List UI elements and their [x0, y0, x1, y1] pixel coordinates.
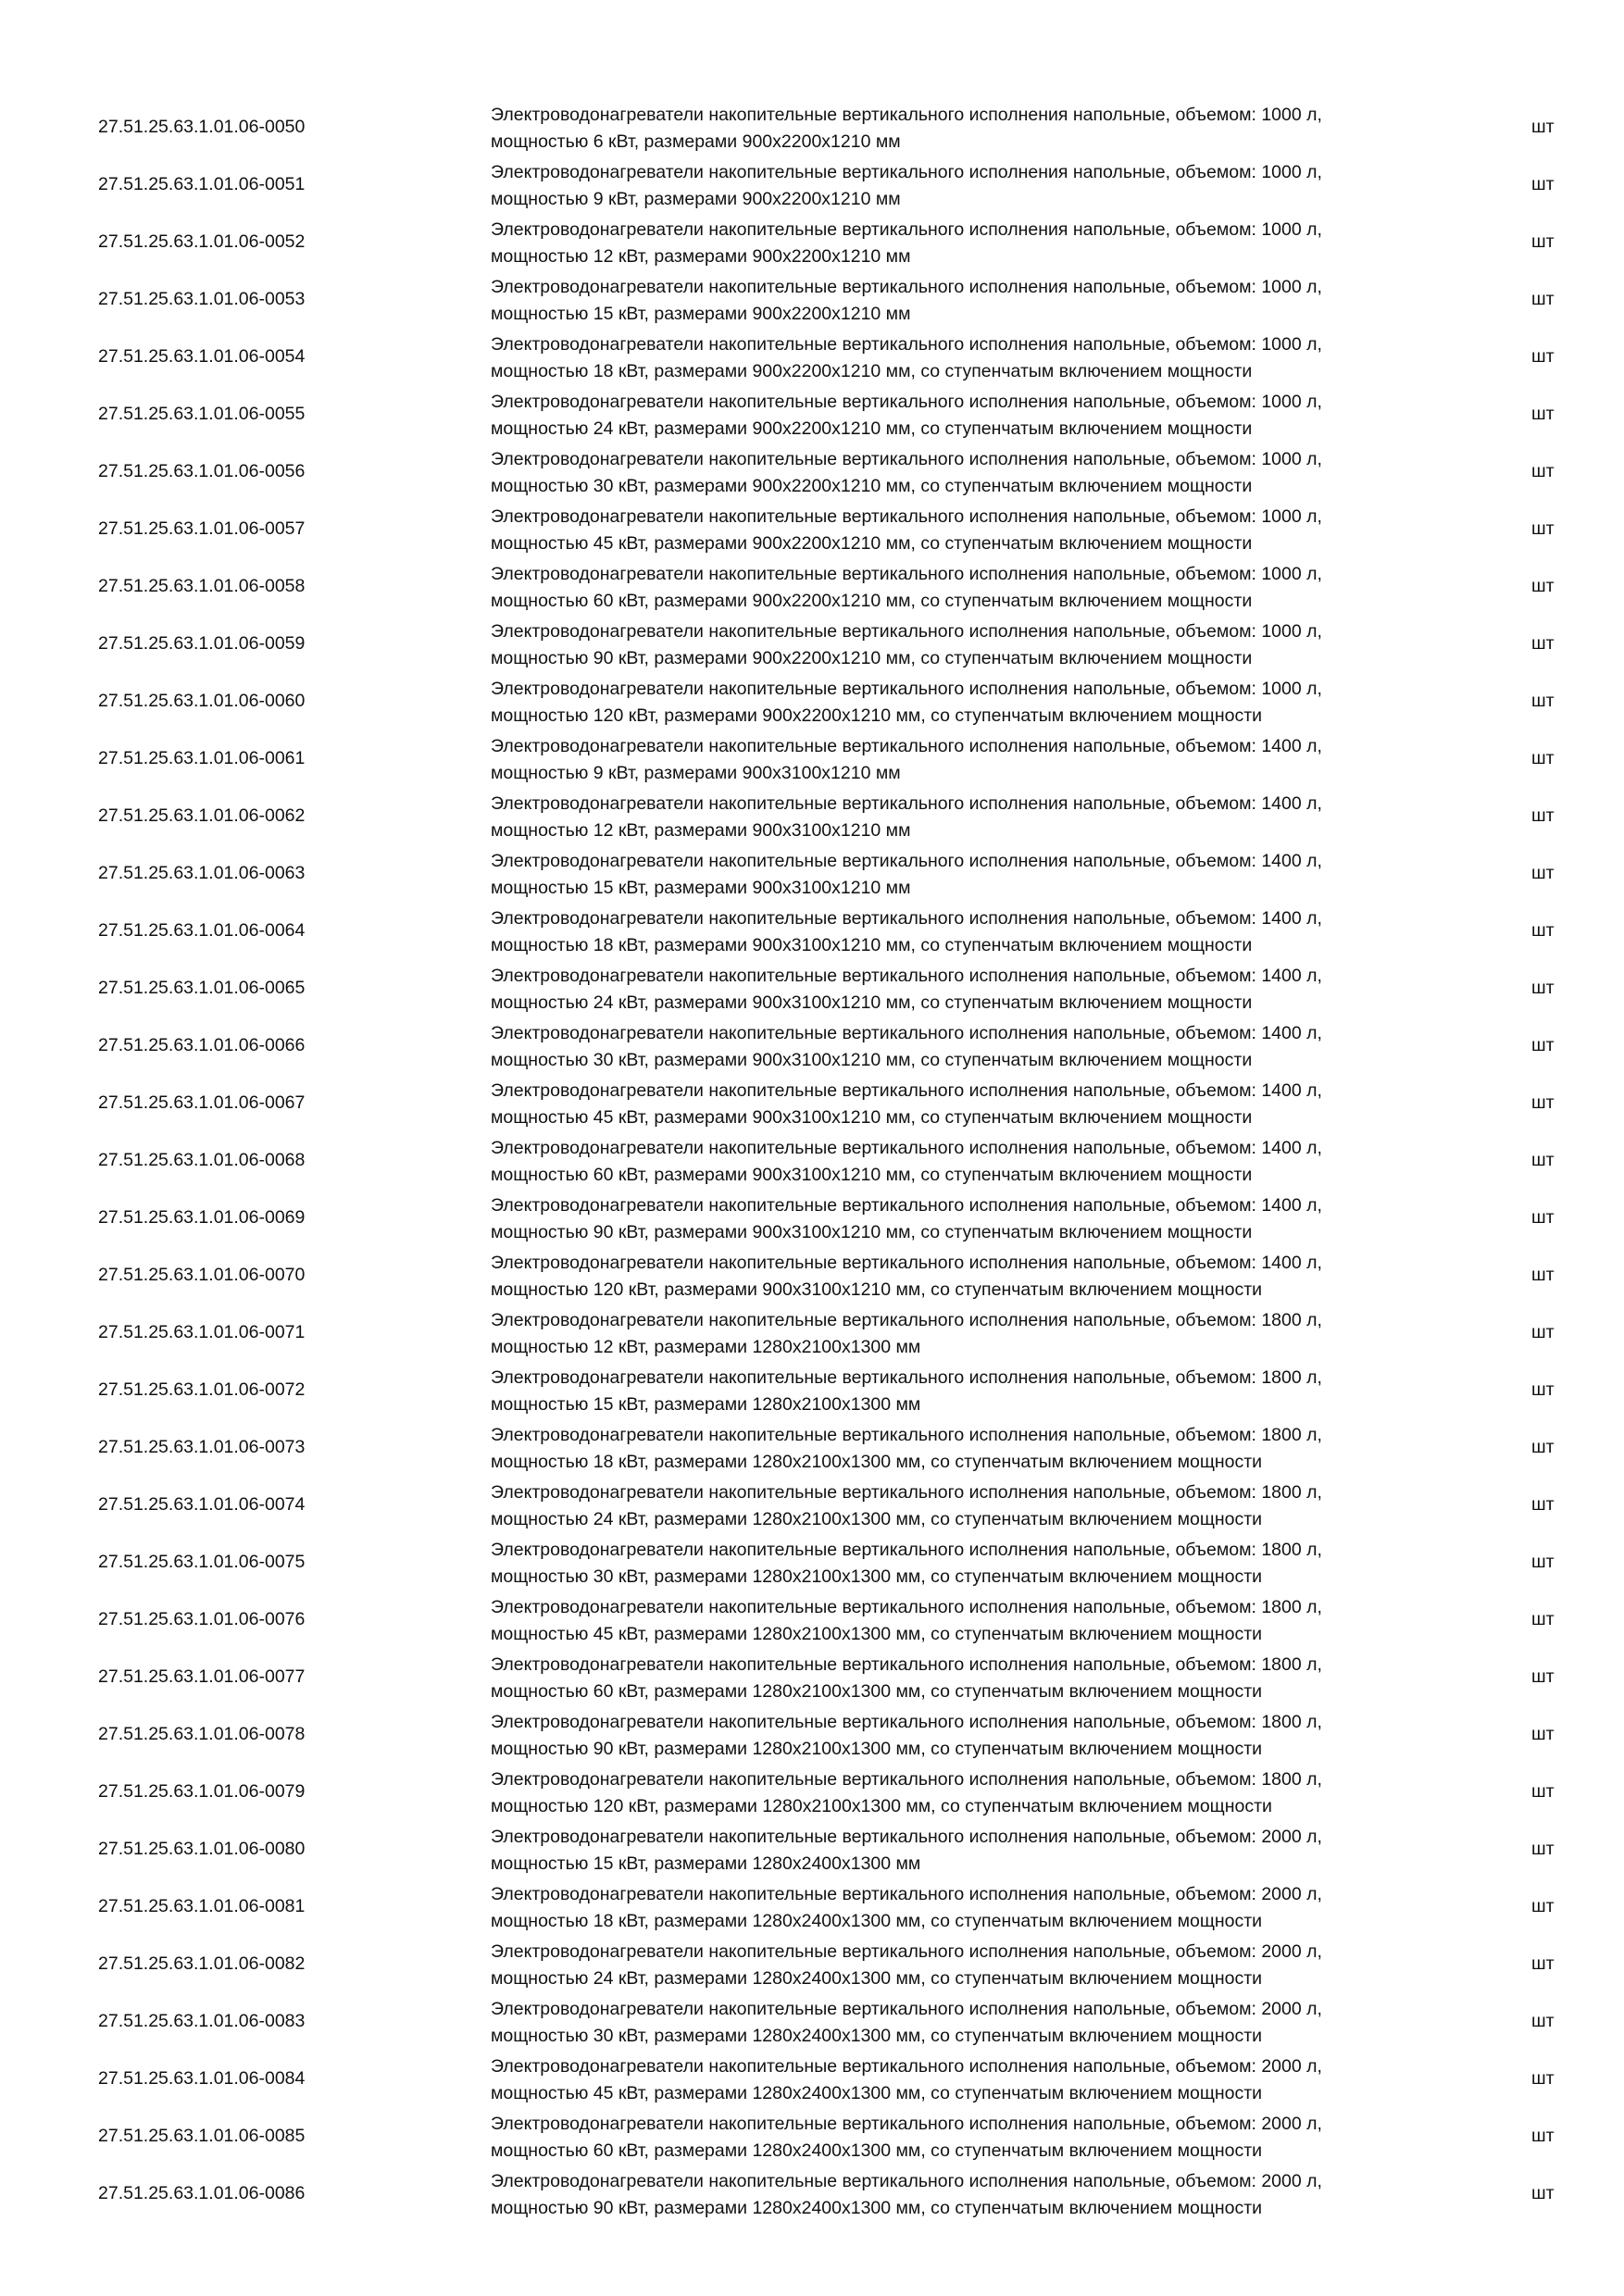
table-row — [0, 902, 1624, 959]
table-row — [0, 1304, 1624, 1361]
resource-code: 27.51.25.63.1.01.06-0064 — [98, 920, 306, 941]
description-line-1: Электроводонагреватели накопительные вертикального исполнения напольные, объемом: 1000 л, — [491, 277, 1322, 297]
table-row — [0, 730, 1624, 787]
resource-description — [491, 1996, 1481, 2050]
resource-description — [491, 1078, 1481, 1131]
resource-description — [491, 1709, 1481, 1763]
table-row — [0, 1648, 1624, 1705]
resource-description — [491, 2053, 1481, 2107]
table-row — [0, 1476, 1624, 1533]
resource-description — [491, 274, 1481, 328]
unit-of-measure: шт — [1531, 1953, 1555, 1974]
unit-of-measure: шт — [1531, 1494, 1555, 1515]
resource-description — [491, 1135, 1481, 1189]
description-line-2: мощностью 18 кВт, размерами 900х3100х1210 мм, со ступенчатым включением мощности — [491, 935, 1253, 955]
unit-of-measure: шт — [1531, 2011, 1555, 2031]
description-line-1: Электроводонагреватели накопительные вертикального исполнения напольные, объемом: 1400 л, — [491, 793, 1322, 814]
table-row — [0, 1763, 1624, 1820]
resource-code: 27.51.25.63.1.01.06-0053 — [98, 289, 306, 309]
resource-code: 27.51.25.63.1.01.06-0068 — [98, 1150, 306, 1170]
table-row — [0, 1361, 1624, 1418]
resource-description — [491, 2111, 1481, 2165]
resource-description — [491, 561, 1481, 615]
resource-code: 27.51.25.63.1.01.06-0063 — [98, 863, 306, 883]
description-line-2: мощностью 6 кВт, размерами 900х2200х1210 мм — [491, 131, 901, 152]
unit-of-measure: шт — [1531, 461, 1555, 481]
description-line-1: Электроводонагреватели накопительные вертикального исполнения напольные, объемом: 1000 л, — [491, 564, 1322, 584]
resource-code: 27.51.25.63.1.01.06-0083 — [98, 2011, 306, 2031]
description-line-1: Электроводонагреватели накопительные вертикального исполнения напольные, объемом: 1800 л, — [491, 1540, 1322, 1560]
unit-of-measure: шт — [1531, 1781, 1555, 1802]
description-line-2: мощностью 15 кВт, размерами 1280х2100х1300 мм — [491, 1394, 921, 1415]
resource-code: 27.51.25.63.1.01.06-0078 — [98, 1724, 306, 1744]
table-row — [0, 213, 1624, 270]
table-row — [0, 615, 1624, 672]
description-line-1: Электроводонагреватели накопительные вертикального исполнения напольные, объемом: 1800 л, — [491, 1425, 1322, 1445]
resource-description — [491, 217, 1481, 270]
description-line-2: мощностью 45 кВт, размерами 1280х2100х1300 мм, со ступенчатым включением мощности — [491, 1624, 1263, 1644]
description-line-1: Электроводонагреватели накопительные вертикального исполнения напольные, объемом: 1800 л, — [491, 1310, 1322, 1330]
description-line-1: Электроводонагреватели накопительные вертикального исполнения напольные, объемом: 1000 л, — [491, 219, 1322, 240]
resource-code: 27.51.25.63.1.01.06-0080 — [98, 1839, 306, 1859]
unit-of-measure: шт — [1531, 805, 1555, 826]
description-line-2: мощностью 15 кВт, размерами 900х2200х1210 мм — [491, 304, 911, 324]
table-row — [0, 1533, 1624, 1591]
description-line-2: мощностью 24 кВт, размерами 1280х2100х1300 мм, со ступенчатым включением мощности — [491, 1509, 1263, 1529]
resource-code: 27.51.25.63.1.01.06-0057 — [98, 518, 306, 539]
resource-code: 27.51.25.63.1.01.06-0061 — [98, 748, 306, 768]
resource-description — [491, 504, 1481, 557]
unit-of-measure: шт — [1531, 1379, 1555, 1400]
resource-description — [491, 1020, 1481, 1074]
description-line-2: мощностью 24 кВт, размерами 1280х2400х1300 мм, со ступенчатым включением мощности — [491, 1968, 1263, 1989]
description-line-1: Электроводонагреватели накопительные вертикального исполнения напольные, объемом: 1000 л, — [491, 679, 1322, 699]
description-line-1: Электроводонагреватели накопительные вертикального исполнения напольные, объемом: 1000 л, — [491, 162, 1322, 182]
description-line-1: Электроводонагреватели накопительные вертикального исполнения напольные, объемом: 1400 л, — [491, 851, 1322, 871]
description-line-2: мощностью 18 кВт, размерами 1280х2100х1300 мм, со ступенчатым включением мощности — [491, 1452, 1263, 1472]
description-line-2: мощностью 24 кВт, размерами 900х2200х1210 мм, со ступенчатым включением мощности — [491, 418, 1253, 439]
table-row — [0, 443, 1624, 500]
resource-description — [491, 1537, 1481, 1591]
description-line-1: Электроводонагреватели накопительные вертикального исполнения напольные, объемом: 1800 л, — [491, 1769, 1322, 1790]
table-row — [0, 1591, 1624, 1648]
description-line-2: мощностью 45 кВт, размерами 1280х2400х1300 мм, со ступенчатым включением мощности — [491, 2083, 1263, 2103]
unit-of-measure: шт — [1531, 1552, 1555, 1572]
table-row — [0, 500, 1624, 557]
resource-code: 27.51.25.63.1.01.06-0082 — [98, 1953, 306, 1974]
unit-of-measure: шт — [1531, 231, 1555, 252]
table-row — [0, 1189, 1624, 1246]
table-row — [0, 1246, 1624, 1304]
description-line-1: Электроводонагреватели накопительные вертикального исполнения напольные, объемом: 2000 л, — [491, 2171, 1322, 2191]
description-line-1: Электроводонагреватели накопительные вертикального исполнения напольные, объемом: 1000 л, — [491, 105, 1322, 125]
description-line-2: мощностью 60 кВт, размерами 1280х2400х1300 мм, со ступенчатым включением мощности — [491, 2140, 1263, 2161]
description-line-2: мощностью 90 кВт, размерами 1280х2400х1300 мм, со ступенчатым включением мощности — [491, 2198, 1263, 2218]
description-line-2: мощностью 30 кВт, размерами 1280х2100х1300 мм, со ступенчатым включением мощности — [491, 1566, 1263, 1587]
description-line-2: мощностью 12 кВт, размерами 900х2200х1210 мм — [491, 246, 911, 267]
unit-of-measure: шт — [1531, 174, 1555, 194]
unit-of-measure: шт — [1531, 1839, 1555, 1859]
resource-code: 27.51.25.63.1.01.06-0077 — [98, 1666, 306, 1687]
resource-code: 27.51.25.63.1.01.06-0059 — [98, 633, 306, 654]
resource-description — [491, 791, 1481, 844]
resource-code: 27.51.25.63.1.01.06-0065 — [98, 978, 306, 998]
description-line-1: Электроводонагреватели накопительные вертикального исполнения напольные, объемом: 2000 л, — [491, 1884, 1322, 1904]
resource-code: 27.51.25.63.1.01.06-0079 — [98, 1781, 306, 1802]
table-row — [0, 328, 1624, 385]
table-row — [0, 1935, 1624, 1992]
table-row — [0, 844, 1624, 902]
description-line-2: мощностью 12 кВт, размерами 900х3100х1210 мм — [491, 820, 911, 841]
resource-code: 27.51.25.63.1.01.06-0075 — [98, 1552, 306, 1572]
description-line-1: Электроводонагреватели накопительные вертикального исполнения напольные, объемом: 1800 л, — [491, 1654, 1322, 1675]
unit-of-measure: шт — [1531, 863, 1555, 883]
description-line-1: Электроводонагреватели накопительные вертикального исполнения напольные, объемом: 1400 л, — [491, 1253, 1322, 1273]
description-line-1: Электроводонагреватели накопительные вертикального исполнения напольные, объемом: 1400 л, — [491, 1138, 1322, 1158]
description-line-2: мощностью 45 кВт, размерами 900х2200х1210 мм, со ступенчатым включением мощности — [491, 533, 1253, 554]
table-row — [0, 1017, 1624, 1074]
resource-code: 27.51.25.63.1.01.06-0071 — [98, 1322, 306, 1342]
resource-description — [491, 102, 1481, 156]
resource-code: 27.51.25.63.1.01.06-0054 — [98, 346, 306, 367]
unit-of-measure: шт — [1531, 346, 1555, 367]
description-line-1: Электроводонагреватели накопительные вертикального исполнения напольные, объемом: 2000 л, — [491, 1999, 1322, 2019]
resource-code: 27.51.25.63.1.01.06-0076 — [98, 1609, 306, 1629]
unit-of-measure: шт — [1531, 1150, 1555, 1170]
unit-of-measure: шт — [1531, 691, 1555, 711]
unit-of-measure: шт — [1531, 576, 1555, 596]
resource-code: 27.51.25.63.1.01.06-0086 — [98, 2183, 306, 2203]
description-line-2: мощностью 30 кВт, размерами 1280х2400х1300 мм, со ступенчатым включением мощности — [491, 2026, 1263, 2046]
description-line-1: Электроводонагреватели накопительные вертикального исполнения напольные, объемом: 1400 л, — [491, 736, 1322, 756]
description-line-2: мощностью 9 кВт, размерами 900х3100х1210 мм — [491, 763, 901, 783]
resource-code: 27.51.25.63.1.01.06-0067 — [98, 1092, 306, 1113]
resource-description — [491, 1652, 1481, 1705]
unit-of-measure: шт — [1531, 1724, 1555, 1744]
description-line-2: мощностью 120 кВт, размерами 1280х2100х1300 мм, со ступенчатым включением мощности — [491, 1796, 1272, 1816]
unit-of-measure: шт — [1531, 1092, 1555, 1113]
resource-code: 27.51.25.63.1.01.06-0072 — [98, 1379, 306, 1400]
table-row — [0, 1705, 1624, 1763]
resource-description — [491, 1192, 1481, 1246]
resource-description — [491, 1250, 1481, 1304]
resource-description — [491, 676, 1481, 730]
description-line-2: мощностью 60 кВт, размерами 1280х2100х1300 мм, со ступенчатым включением мощности — [491, 1681, 1263, 1702]
table-row — [0, 2165, 1624, 2222]
resource-description — [491, 1307, 1481, 1361]
resource-description — [491, 331, 1481, 385]
description-line-2: мощностью 30 кВт, размерами 900х3100х1210 мм, со ступенчатым включением мощности — [491, 1050, 1253, 1070]
resource-description — [491, 1422, 1481, 1476]
table-row — [0, 385, 1624, 443]
resource-description — [491, 1939, 1481, 1992]
resource-description — [491, 1479, 1481, 1533]
unit-of-measure: шт — [1531, 1609, 1555, 1629]
description-line-1: Электроводонагреватели накопительные вертикального исполнения напольные, объемом: 1000 л, — [491, 334, 1322, 355]
table-row — [0, 557, 1624, 615]
unit-of-measure: шт — [1531, 1265, 1555, 1285]
unit-of-measure: шт — [1531, 633, 1555, 654]
description-line-1: Электроводонагреватели накопительные вертикального исполнения напольные, объемом: 1800 л, — [491, 1482, 1322, 1503]
resource-description — [491, 2168, 1481, 2222]
resource-description — [491, 733, 1481, 787]
table-row — [0, 2107, 1624, 2165]
table-row — [0, 2050, 1624, 2107]
resource-description — [491, 963, 1481, 1017]
description-line-2: мощностью 120 кВт, размерами 900х3100х1210 мм, со ступенчатым включением мощности — [491, 1279, 1263, 1300]
resource-code: 27.51.25.63.1.01.06-0051 — [98, 174, 306, 194]
resource-code: 27.51.25.63.1.01.06-0062 — [98, 805, 306, 826]
resource-description — [491, 1365, 1481, 1418]
resource-code: 27.51.25.63.1.01.06-0081 — [98, 1896, 306, 1916]
resource-code: 27.51.25.63.1.01.06-0085 — [98, 2126, 306, 2146]
unit-of-measure: шт — [1531, 920, 1555, 941]
description-line-1: Электроводонагреватели накопительные вертикального исполнения напольные, объемом: 1400 л, — [491, 1080, 1322, 1101]
description-line-1: Электроводонагреватели накопительные вертикального исполнения напольные, объемом: 1400 л, — [491, 966, 1322, 986]
table-row — [0, 1820, 1624, 1878]
unit-of-measure: шт — [1531, 1666, 1555, 1687]
resource-description — [491, 389, 1481, 443]
unit-of-measure: шт — [1531, 1896, 1555, 1916]
description-line-1: Электроводонагреватели накопительные вертикального исполнения напольные, объемом: 2000 л, — [491, 2114, 1322, 2134]
description-line-1: Электроводонагреватели накопительные вертикального исполнения напольные, объемом: 1800 л, — [491, 1597, 1322, 1617]
description-line-1: Электроводонагреватели накопительные вертикального исполнения напольные, объемом: 1800 л, — [491, 1712, 1322, 1732]
unit-of-measure: шт — [1531, 2126, 1555, 2146]
resource-code: 27.51.25.63.1.01.06-0073 — [98, 1437, 306, 1457]
resource-description — [491, 159, 1481, 213]
resource-description — [491, 1594, 1481, 1648]
resource-description — [491, 618, 1481, 672]
description-line-1: Электроводонагреватели накопительные вертикального исполнения напольные, объемом: 2000 л, — [491, 2056, 1322, 2077]
unit-of-measure: шт — [1531, 404, 1555, 424]
description-line-2: мощностью 12 кВт, размерами 1280х2100х1300 мм — [491, 1337, 921, 1357]
resource-code: 27.51.25.63.1.01.06-0070 — [98, 1265, 306, 1285]
description-line-2: мощностью 15 кВт, размерами 900х3100х1210 мм — [491, 878, 911, 898]
description-line-2: мощностью 120 кВт, размерами 900х2200х1210 мм, со ступенчатым включением мощности — [491, 705, 1263, 726]
resource-code: 27.51.25.63.1.01.06-0066 — [98, 1035, 306, 1055]
unit-of-measure: шт — [1531, 978, 1555, 998]
resource-code: 27.51.25.63.1.01.06-0074 — [98, 1494, 306, 1515]
description-line-2: мощностью 60 кВт, размерами 900х2200х1210 мм, со ступенчатым включением мощности — [491, 591, 1253, 611]
table-row — [0, 98, 1624, 156]
resource-code: 27.51.25.63.1.01.06-0058 — [98, 576, 306, 596]
resource-description — [491, 1824, 1481, 1878]
table-row — [0, 270, 1624, 328]
unit-of-measure: шт — [1531, 2183, 1555, 2203]
description-line-2: мощностью 18 кВт, размерами 1280х2400х1300 мм, со ступенчатым включением мощности — [491, 1911, 1263, 1931]
description-line-2: мощностью 90 кВт, размерами 900х2200х1210 мм, со ступенчатым включением мощности — [491, 648, 1253, 668]
table-row — [0, 156, 1624, 213]
unit-of-measure: шт — [1531, 1322, 1555, 1342]
resource-table — [0, 98, 1624, 2222]
description-line-1: Электроводонагреватели накопительные вертикального исполнения напольные, объемом: 1400 л, — [491, 1195, 1322, 1216]
description-line-2: мощностью 45 кВт, размерами 900х3100х1210 мм, со ступенчатым включением мощности — [491, 1107, 1253, 1128]
description-line-2: мощностью 30 кВт, размерами 900х2200х1210 мм, со ступенчатым включением мощности — [491, 476, 1253, 496]
description-line-1: Электроводонагреватели накопительные вертикального исполнения напольные, объемом: 1400 л, — [491, 1023, 1322, 1043]
resource-code: 27.51.25.63.1.01.06-0084 — [98, 2068, 306, 2089]
resource-description — [491, 1881, 1481, 1935]
description-line-2: мощностью 90 кВт, размерами 900х3100х1210 мм, со ступенчатым включением мощности — [491, 1222, 1253, 1242]
description-line-2: мощностью 9 кВт, размерами 900х2200х1210 мм — [491, 189, 901, 209]
resource-code: 27.51.25.63.1.01.06-0055 — [98, 404, 306, 424]
resource-code: 27.51.25.63.1.01.06-0060 — [98, 691, 306, 711]
description-line-1: Электроводонагреватели накопительные вертикального исполнения напольные, объемом: 1000 л, — [491, 621, 1322, 642]
resource-code: 27.51.25.63.1.01.06-0052 — [98, 231, 306, 252]
resource-description — [491, 905, 1481, 959]
resource-code: 27.51.25.63.1.01.06-0050 — [98, 117, 306, 137]
table-row — [0, 787, 1624, 844]
description-line-1: Электроводонагреватели накопительные вертикального исполнения напольные, объемом: 1800 л, — [491, 1367, 1322, 1388]
table-row — [0, 1878, 1624, 1935]
table-row — [0, 1131, 1624, 1189]
description-line-2: мощностью 15 кВт, размерами 1280х2400х1300 мм — [491, 1853, 921, 1874]
resource-description — [491, 446, 1481, 500]
unit-of-measure: шт — [1531, 1035, 1555, 1055]
table-row — [0, 959, 1624, 1017]
unit-of-measure: шт — [1531, 289, 1555, 309]
table-row — [0, 1074, 1624, 1131]
description-line-2: мощностью 18 кВт, размерами 900х2200х1210 мм, со ступенчатым включением мощности — [491, 361, 1253, 381]
table-row — [0, 1992, 1624, 2050]
unit-of-measure: шт — [1531, 2068, 1555, 2089]
description-line-2: мощностью 60 кВт, размерами 900х3100х1210 мм, со ступенчатым включением мощности — [491, 1165, 1253, 1185]
table-row — [0, 672, 1624, 730]
description-line-1: Электроводонагреватели накопительные вертикального исполнения напольные, объемом: 1000 л, — [491, 449, 1322, 469]
unit-of-measure: шт — [1531, 117, 1555, 137]
unit-of-measure: шт — [1531, 1207, 1555, 1228]
description-line-1: Электроводонагреватели накопительные вертикального исполнения напольные, объемом: 2000 л, — [491, 1941, 1322, 1962]
resource-description — [491, 1766, 1481, 1820]
resource-code: 27.51.25.63.1.01.06-0069 — [98, 1207, 306, 1228]
resource-code: 27.51.25.63.1.01.06-0056 — [98, 461, 306, 481]
description-line-1: Электроводонагреватели накопительные вертикального исполнения напольные, объемом: 1000 л, — [491, 506, 1322, 527]
unit-of-measure: шт — [1531, 1437, 1555, 1457]
description-line-1: Электроводонагреватели накопительные вертикального исполнения напольные, объемом: 2000 л, — [491, 1827, 1322, 1847]
description-line-1: Электроводонагреватели накопительные вертикального исполнения напольные, объемом: 1000 л, — [491, 392, 1322, 412]
description-line-2: мощностью 24 кВт, размерами 900х3100х1210 мм, со ступенчатым включением мощности — [491, 992, 1253, 1013]
table-row — [0, 1418, 1624, 1476]
unit-of-measure: шт — [1531, 748, 1555, 768]
description-line-2: мощностью 90 кВт, размерами 1280х2100х1300 мм, со ступенчатым включением мощности — [491, 1739, 1263, 1759]
resource-description — [491, 848, 1481, 902]
unit-of-measure: шт — [1531, 518, 1555, 539]
description-line-1: Электроводонагреватели накопительные вертикального исполнения напольные, объемом: 1400 л, — [491, 908, 1322, 929]
